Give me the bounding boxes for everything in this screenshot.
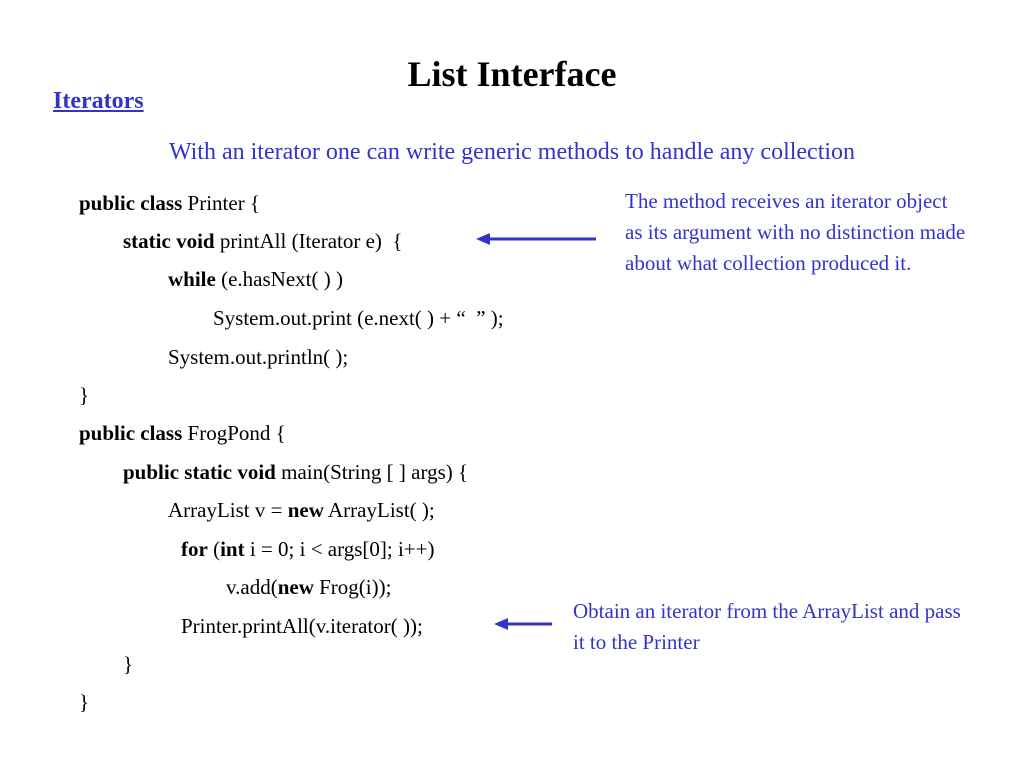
code-text: FrogPond { — [182, 421, 286, 445]
code-line — [123, 651, 133, 677]
code-text: Printer.printAll(v.iterator( )); — [181, 614, 423, 638]
code-keyword: public class — [79, 421, 183, 445]
code-text: printAll (Iterator e) { — [214, 229, 403, 253]
code-text: System.out.println( ); — [168, 345, 349, 369]
arrow-head — [476, 233, 490, 245]
code-text: ( — [207, 537, 221, 561]
code-line — [123, 228, 403, 254]
code-line — [226, 574, 391, 600]
code-keyword: static void — [123, 229, 215, 253]
iterator-note: Obtain an iterator from the ArrayList and pass it to the Printer — [573, 599, 961, 654]
code-line — [79, 689, 89, 715]
code-text: main(String [ ] args) { — [275, 460, 469, 484]
code-keyword: int — [220, 537, 245, 561]
arrow-left-icon — [492, 614, 556, 634]
code-line — [79, 190, 260, 216]
code-text: Frog(i)); — [313, 575, 392, 599]
code-text: ArrayList( ); — [323, 498, 435, 522]
slide-subtitle: With an iterator one can write generic methods to handle any collection — [168, 139, 856, 165]
code-line — [79, 382, 89, 408]
code-text: } — [123, 652, 134, 676]
code-keyword: for — [181, 537, 208, 561]
code-line — [168, 497, 435, 523]
code-line — [168, 344, 348, 370]
code-keyword: new — [287, 498, 324, 522]
code-keyword: public static void — [123, 460, 276, 484]
method-note: The method receives an iterator object as its argument with no distinction made about what collection produced it. — [625, 189, 966, 275]
code-text: } — [79, 690, 90, 714]
code-text: (e.hasNext( ) ) — [215, 267, 343, 291]
code-line — [123, 459, 468, 485]
code-text: v.add( — [226, 575, 278, 599]
code-line — [181, 613, 423, 639]
code-line — [168, 266, 343, 292]
arrow-head — [494, 618, 508, 630]
code-keyword: public class — [79, 191, 183, 215]
code-keyword: while — [168, 267, 216, 291]
code-text: Printer { — [182, 191, 261, 215]
section-link-iterators[interactable]: Iterators — [53, 88, 144, 114]
arrow-left-icon — [474, 229, 600, 249]
code-keyword: new — [277, 575, 314, 599]
code-text: System.out.print (e.next( ) + “ ” ); — [213, 306, 504, 330]
code-line — [213, 305, 504, 331]
code-text: ArrayList v = — [168, 498, 288, 522]
code-line — [79, 420, 286, 446]
slide-title: List Interface — [407, 54, 617, 94]
code-line — [181, 536, 434, 562]
code-text: } — [79, 383, 90, 407]
code-text: i = 0; i < args[0]; i++) — [244, 537, 435, 561]
